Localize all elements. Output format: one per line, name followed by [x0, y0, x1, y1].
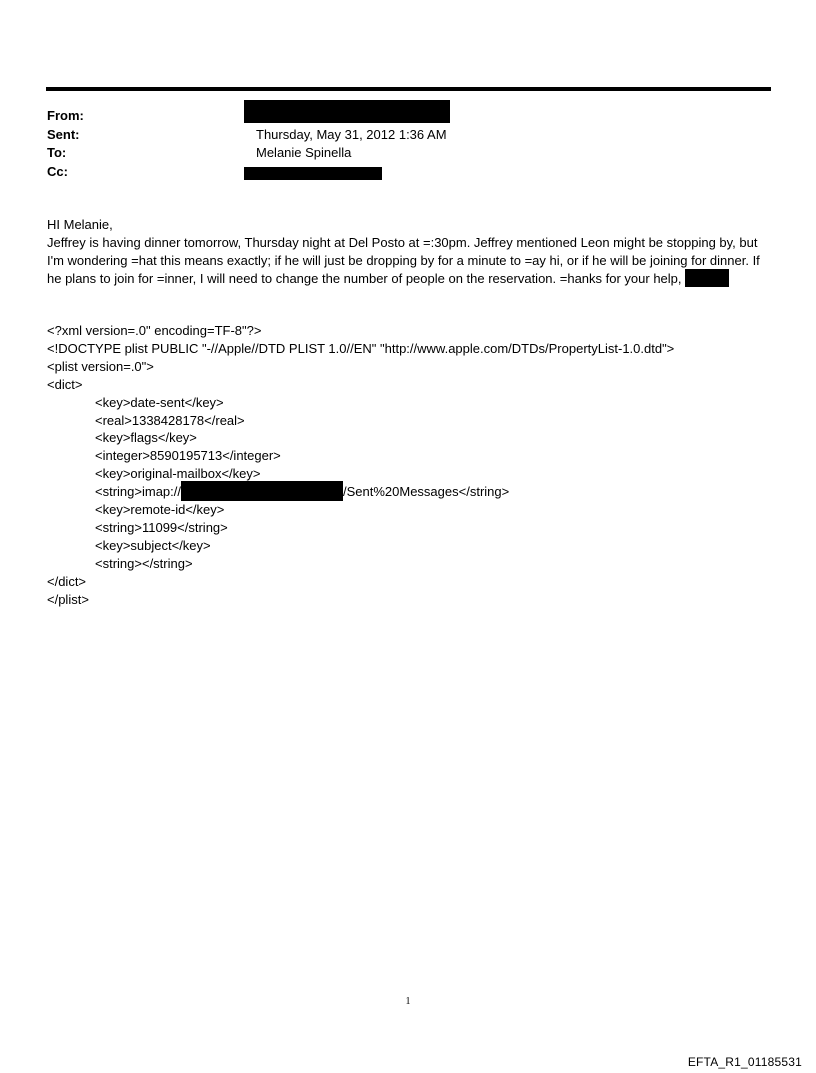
plist-open: <plist version=.0">: [47, 358, 154, 374]
to-value: Melanie Spinella: [256, 145, 352, 160]
from-label: From:: [47, 108, 84, 123]
key-flags: <key>flags</key>: [95, 430, 197, 446]
plist-close: </plist>: [47, 591, 89, 607]
real-value: <real>1338428178</real>: [95, 412, 245, 428]
plist-xml: [47, 322, 674, 609]
header-rule: [46, 87, 771, 91]
imap-prefix: <string>imap://: [95, 484, 181, 500]
signature-redaction: [685, 269, 729, 287]
imap-suffix: /Sent%20Messages</string>: [343, 484, 510, 500]
from-value: [256, 107, 450, 126]
sent-label: Sent:: [47, 126, 80, 142]
key-remote-id: <key>remote-id</key>: [95, 502, 225, 518]
dict-open: <dict>: [47, 376, 83, 392]
string-subject: <string></string>: [95, 555, 193, 571]
from-redaction: [244, 100, 450, 123]
string-imap: [47, 483, 674, 501]
xml-doctype: <!DOCTYPE plist PUBLIC "-//Apple//DTD PLIST 1.0//EN" "http://www.apple.com/DTDs/PropertyList-1.0.dtd">: [47, 340, 675, 356]
cc-redaction: [244, 167, 382, 180]
cc-value: [256, 163, 382, 182]
key-date-sent: <key>date-sent</key>: [95, 394, 224, 410]
integer-value: <integer>8590195713</integer>: [95, 448, 281, 464]
string-remote-id: <string>11099</string>: [95, 520, 228, 536]
message-body: Jeffrey is having dinner tomorrow, Thursday night at Del Posto at =:30pm. Jeffrey mentioned Leon might be stopping by, but I'm wondering =hat this means exactly; if he will just be dropping by for a minute to =ay hi, or if he will be joining for dinner. If he plans to join for =inner, I will need to change the number of people on the reservation. =hanks for your help,: [47, 235, 760, 286]
sent-value: Thursday, May 31, 2012 1:36 AM: [256, 126, 447, 142]
key-subject: <key>subject</key>: [95, 538, 211, 554]
to-label: To:: [47, 145, 67, 160]
message-text: [47, 234, 773, 288]
key-original-mailbox: <key>original-mailbox</key>: [95, 466, 261, 482]
page-number: 1: [405, 996, 411, 1007]
dict-close: </dict>: [47, 573, 87, 589]
greeting: HI Melanie,: [47, 217, 113, 232]
email-body: [47, 216, 773, 288]
bates-number: EFTA_R1_01185531: [687, 1055, 802, 1069]
imap-redaction: [181, 481, 343, 501]
xml-declaration: <?xml version=.0" encoding=TF-8"?>: [47, 323, 262, 338]
cc-label: Cc:: [47, 163, 68, 179]
